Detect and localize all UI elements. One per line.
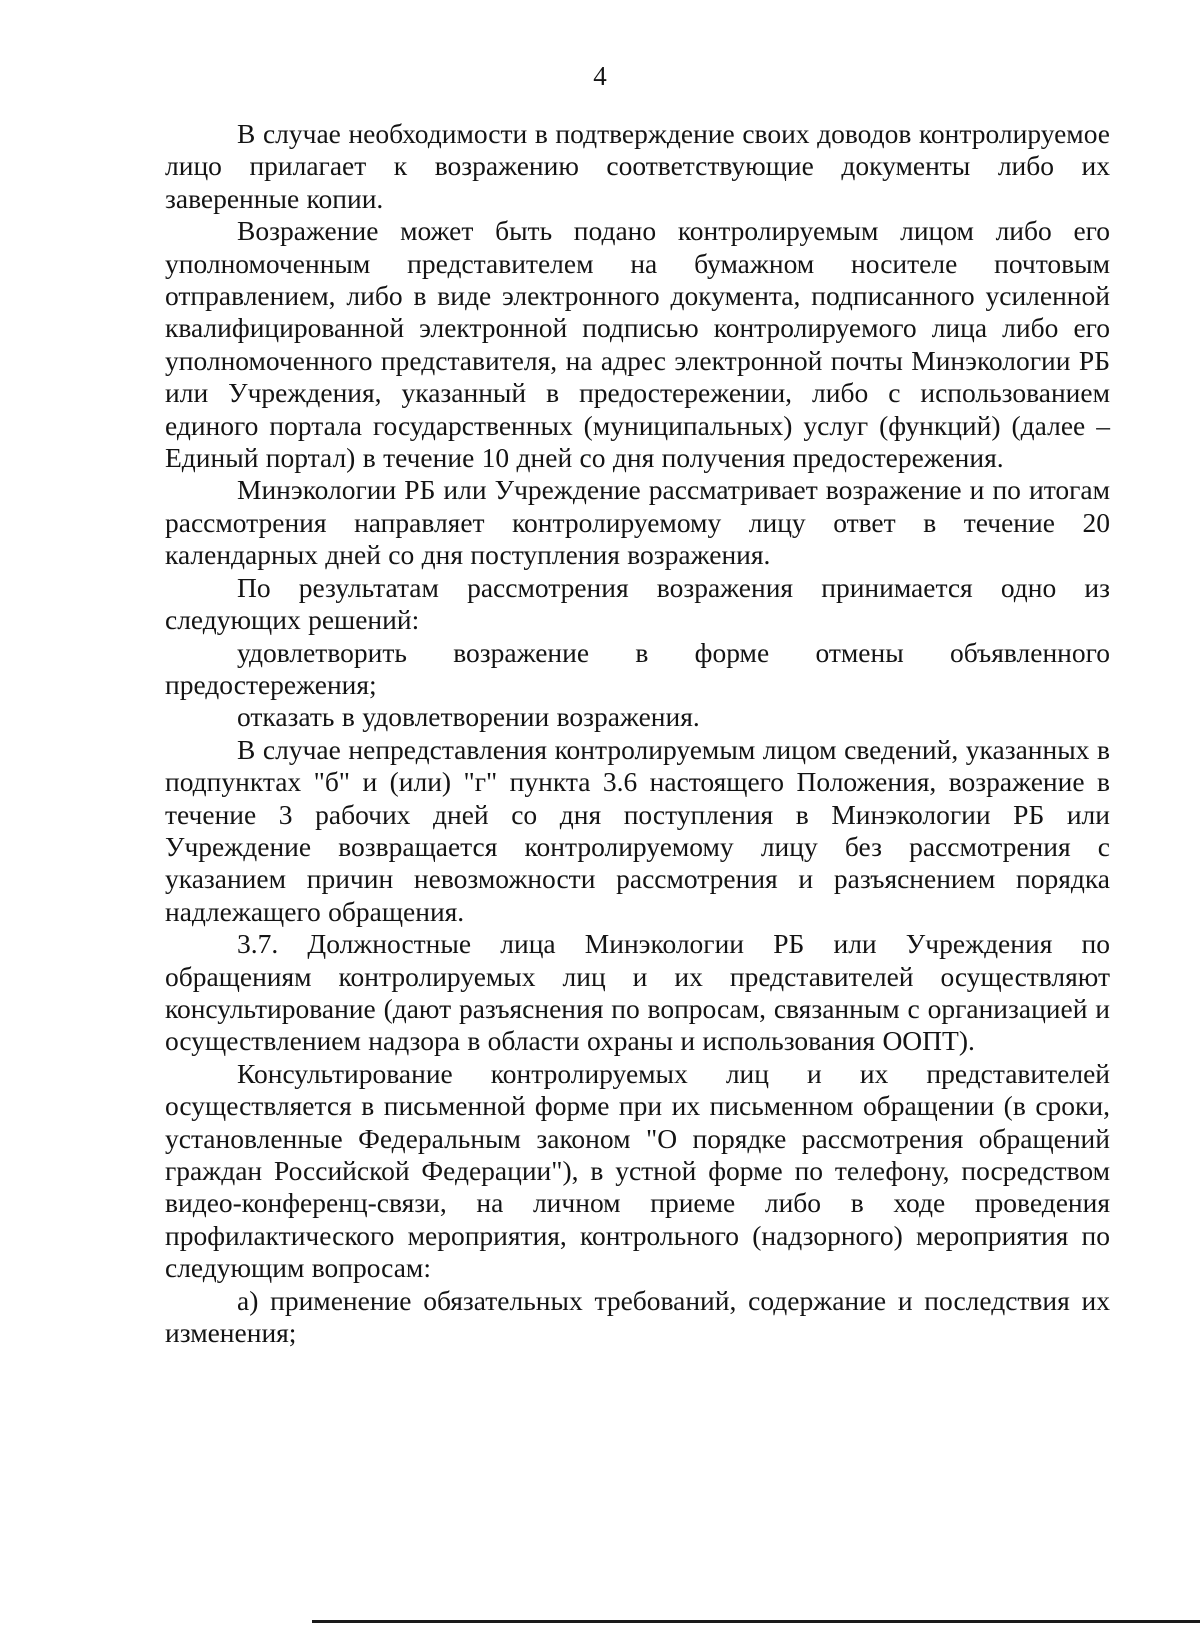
paragraph-consulting: Консультирование контролируемых лиц и их представителей осуществляется в письменной форме при их письменном обращении (в сроки, установленные Федеральным законом "О порядке рассмотрения обращений граждан Российской Федерации"), в устной форме по телефону, посредством видео-конференц-связи, на личном приеме либо в ходе проведения профилактического мероприятия, контрольного (надзорного) мероприятия по следующим вопросам: [165,1057,1110,1284]
paragraph-supporting-documents: В случае необходимости в подтверждение своих доводов контролируемое лицо прилагает к возражению соответствующие документы либо их заверенные копии. [165,118,1110,214]
paragraph-review-results: По результатам рассмотрения возражения принимается одно из следующих решений: [165,571,1110,636]
paragraph-item-a: а) применение обязательных требований, содержание и последствия их изменения; [165,1284,1110,1349]
page-number: 4 [593,61,607,91]
document-body [165,118,1110,1349]
paragraph-decision-refuse: отказать в удовлетворении возражения. [237,701,700,733]
paragraph-decision-satisfy: удовлетворить возражение в форме отмены объявленного предостережения; [165,636,1110,700]
paragraph-section-3-7: 3.7. Должностные лица Минэкологии РБ или Учреждения по обращениям контролируемых лиц и их представителей осуществляют консультирование (дают разъяснения по вопросам, связанным с организацией и осуществлением надзора в области охраны и использования ООПТ). [165,928,1110,1057]
paragraph-objection-submission: Возражение может быть подано контролируемым лицом либо его уполномоченным представителем на бумажном носителе почтовым отправлением, либо в виде электронного документа, подписанного усиленной квалифицированной электронной подписью контролируемого лица либо его уполномоченного представителя, на адрес электронной почты Минэкологии РБ или Учреждения, указанный в предостережении, либо с использованием единого портала государственных (муниципальных) услуг (функций) (далее – Единый портал) в течение 10 дней со дня получения предостережения. [165,215,1110,474]
paragraph-non-submission: В случае непредставления контролируемым лицом сведений, указанных в подпунктах "б" и (или) "г" пункта 3.6 настоящего Положения, возражение в течение 3 рабочих дней со дня поступления в Минэкологии РБ или Учреждение возвращается контролируемому лицу без рассмотрения с указанием причин невозможности рассмотрения и разъяснением порядка надлежащего обращения. [165,733,1110,927]
scan-bottom-edge [312,1620,1200,1623]
paragraph-objection-review: Минэкологии РБ или Учреждение рассматривает возражение и по итогам рассмотрения направляет контролируемому лицу ответ в течение 20 календарных дней со дня поступления возражения. [165,474,1110,571]
